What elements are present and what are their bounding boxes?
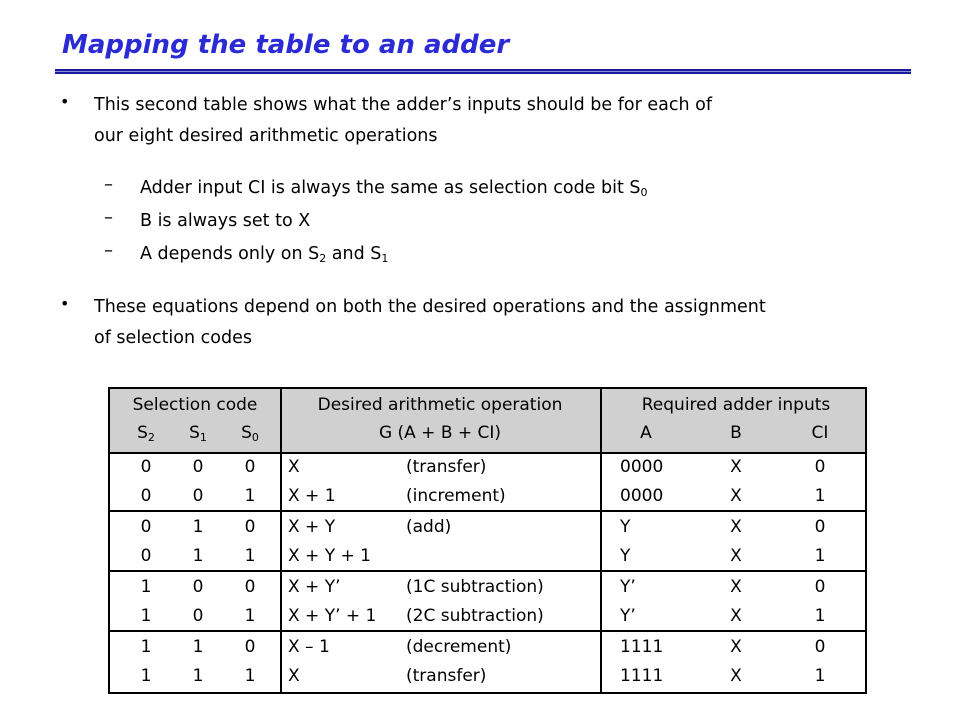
cell-input-ci: 0 [814, 457, 826, 477]
cell-input-a: 0000 [620, 486, 664, 506]
cell-input-a: 0000 [620, 457, 664, 477]
header-s1: $S_1$ [189, 423, 207, 444]
sub-bullet-2: B is always set to X [140, 211, 311, 231]
cell-s0: 0 [244, 637, 256, 657]
cell-s2: 0 [140, 486, 152, 506]
cell-s2: 0 [140, 546, 152, 566]
cell-s1: 0 [192, 486, 204, 506]
cell-input-ci: 1 [814, 546, 826, 566]
cell-input-a: Y [620, 546, 631, 566]
cell-s0: 1 [244, 606, 256, 626]
cell-expression: X + Y [288, 517, 336, 537]
cell-s0: 1 [244, 546, 256, 566]
bullet-2-line-2: of selection codes [94, 328, 252, 348]
row-group-divider [110, 510, 865, 512]
cell-operation-note: (2C subtraction) [406, 606, 544, 626]
cell-input-ci: 1 [814, 606, 826, 626]
adder-mapping-table [108, 387, 867, 694]
header-a: A [640, 423, 652, 443]
slide-title: Mapping the table to an adder [62, 30, 510, 60]
cell-s0: 0 [244, 517, 256, 537]
cell-s2: 0 [140, 457, 152, 477]
cell-s1: 0 [192, 606, 204, 626]
cell-input-b: X [730, 606, 742, 626]
cell-input-a: Y’ [620, 577, 636, 597]
sub-bullet-dash: – [104, 207, 113, 228]
sub-bullet-3: A depends only on $S_2$ and $S_1$ [140, 244, 389, 265]
title-underline [55, 69, 911, 74]
header-operation-formula: G (A + B + CI) [378, 423, 502, 443]
cell-input-a: Y [620, 517, 631, 537]
cell-s0: 0 [244, 577, 256, 597]
row-group-divider [110, 630, 865, 632]
bullet-1-line-2: our eight desired arithmetic operations [94, 126, 438, 146]
cell-expression: X [288, 457, 300, 477]
cell-s1: 1 [192, 546, 204, 566]
bullet-dot: • [60, 92, 70, 111]
cell-expression: X + Y + 1 [288, 546, 371, 566]
cell-expression: X [288, 666, 300, 686]
cell-operation-note: (transfer) [406, 666, 487, 686]
header-ci: CI [811, 423, 829, 443]
cell-s2: 1 [140, 577, 152, 597]
header-selection-code: Selection code [132, 395, 258, 415]
header-s0: $S_0$ [241, 423, 259, 444]
cell-input-b: X [730, 457, 742, 477]
cell-s1: 1 [192, 666, 204, 686]
cell-input-b: X [730, 517, 742, 537]
cell-s1: 1 [192, 637, 204, 657]
cell-input-a: 1111 [620, 666, 664, 686]
cell-input-b: X [730, 637, 742, 657]
cell-input-ci: 0 [814, 517, 826, 537]
cell-s2: 1 [140, 637, 152, 657]
cell-expression: X – 1 [288, 637, 330, 657]
column-divider [600, 389, 602, 692]
cell-s0: 1 [244, 666, 256, 686]
cell-s0: 1 [244, 486, 256, 506]
sub-bullet-dash: – [104, 240, 113, 261]
sub-bullet-dash: – [104, 174, 113, 195]
sub-bullet-1: Adder input CI is always the same as selection code bit $S_0$ [140, 178, 648, 199]
cell-s1: 0 [192, 577, 204, 597]
cell-input-a: 1111 [620, 637, 664, 657]
column-divider [280, 389, 282, 692]
cell-input-b: X [730, 666, 742, 686]
cell-expression: X + Y’ + 1 [288, 606, 377, 626]
cell-operation-note: (1C subtraction) [406, 577, 544, 597]
bullet-1-line-1: This second table shows what the adder’s inputs should be for each of [94, 95, 713, 115]
cell-s2: 1 [140, 666, 152, 686]
bullet-2-line-1: These equations depend on both the desired operations and the assignment [94, 297, 766, 317]
cell-expression: X + 1 [288, 486, 336, 506]
cell-operation-note: (decrement) [406, 637, 512, 657]
cell-input-b: X [730, 486, 742, 506]
cell-operation-note: (add) [406, 517, 452, 537]
header-desired-operation: Desired arithmetic operation [317, 395, 563, 415]
cell-input-ci: 0 [814, 577, 826, 597]
cell-input-b: X [730, 546, 742, 566]
header-required-inputs: Required adder inputs [641, 395, 831, 415]
cell-input-a: Y’ [620, 606, 636, 626]
cell-s1: 1 [192, 517, 204, 537]
cell-input-ci: 1 [814, 666, 826, 686]
header-b: B [730, 423, 742, 443]
bullet-dot: • [60, 294, 70, 313]
cell-input-ci: 0 [814, 637, 826, 657]
cell-s1: 0 [192, 457, 204, 477]
cell-s2: 1 [140, 606, 152, 626]
cell-input-b: X [730, 577, 742, 597]
cell-operation-note: (transfer) [406, 457, 487, 477]
cell-operation-note: (increment) [406, 486, 506, 506]
header-s2: $S_2$ [137, 423, 155, 444]
cell-input-ci: 1 [814, 486, 826, 506]
cell-expression: X + Y’ [288, 577, 341, 597]
row-group-divider [110, 570, 865, 572]
cell-s0: 0 [244, 457, 256, 477]
cell-s2: 0 [140, 517, 152, 537]
